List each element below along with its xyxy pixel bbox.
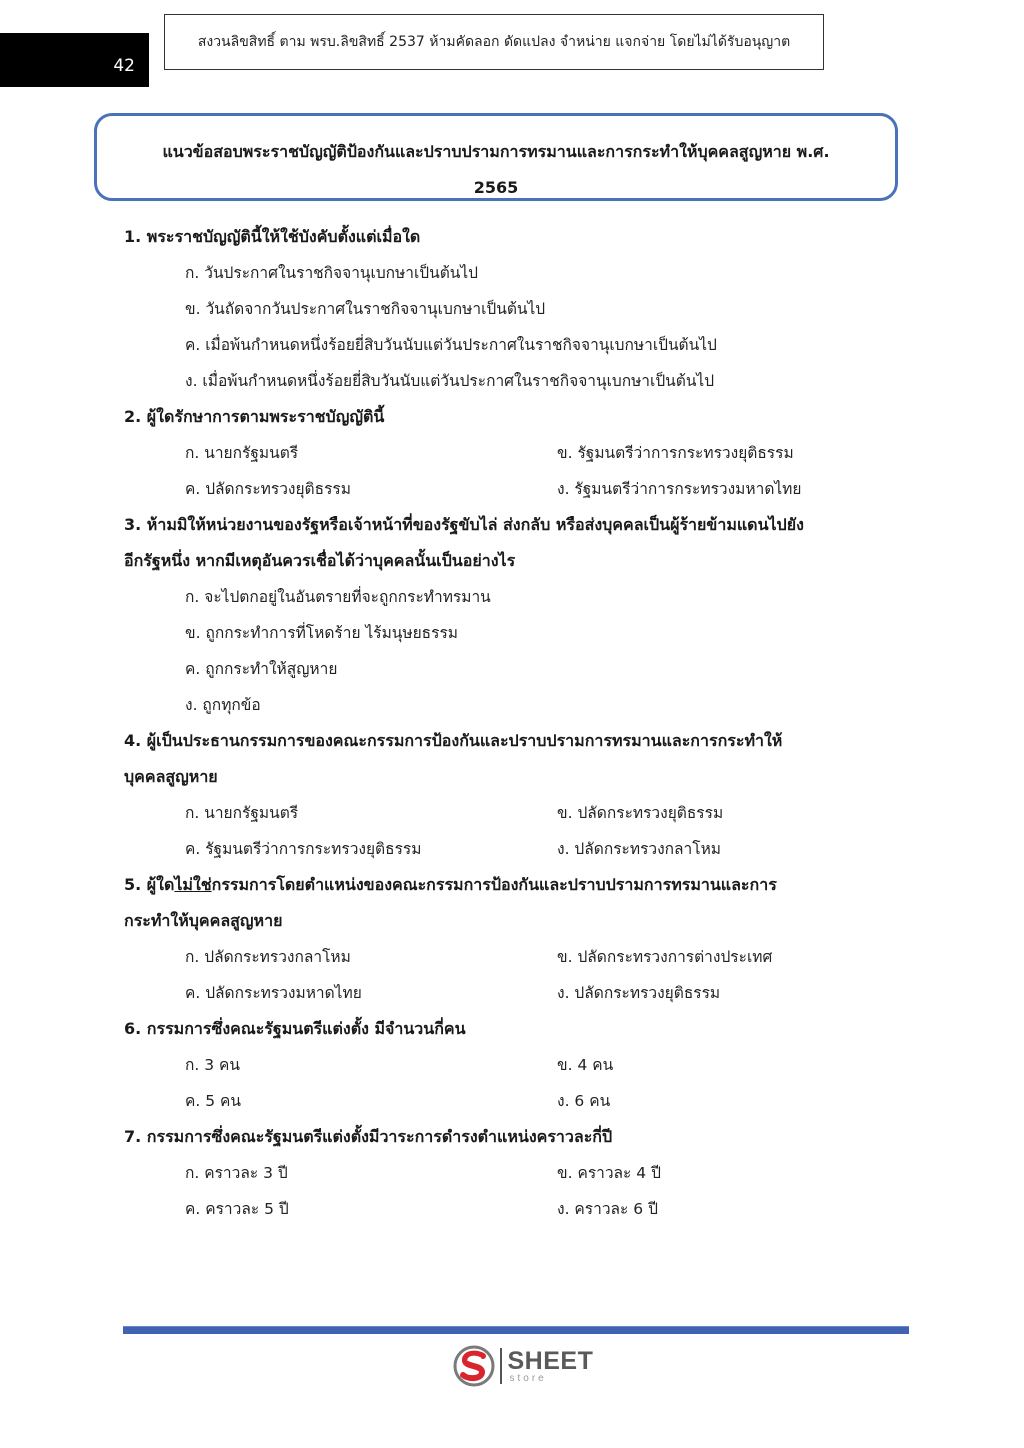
question-4-text-line1: 4. ผู้เป็นประธานกรรมการของคณะกรรมการป้องกันและปราบปรามการทรมานและการกระทำให้ <box>124 731 783 750</box>
question-1-text: 1. พระราชบัญญัตินี้ให้ใช้บังคับตั้งแต่เมื่อใด <box>124 227 421 246</box>
question-7 <box>124 1119 884 1155</box>
logo-wordmark <box>507 1346 594 1384</box>
question-2-option-c: ค. ปลัดกระทรวงยุติธรรม <box>185 480 351 498</box>
question-3-option-a: ก. จะไปตกอยู่ในอันตรายที่จะถูกกระทำทรมาน <box>185 588 491 606</box>
question-5-text-underlined: ไม่ใช่ <box>174 875 212 894</box>
question-3-option-d: ง. ถูกทุกข้อ <box>185 696 261 714</box>
question-5-option-d: ง. ปลัดกระทรวงยุติธรรม <box>557 984 721 1002</box>
question-4-option-a: ก. นายกรัฐมนตรี <box>185 804 299 822</box>
question-2-text: 2. ผู้ใดรักษาการตามพระราชบัญญัตินี้ <box>124 407 385 426</box>
question-4 <box>124 723 884 759</box>
question-3 <box>124 507 884 543</box>
question-6-option-d: ง. 6 คน <box>557 1092 611 1110</box>
question-7-text: 7. กรรมการซึ่งคณะรัฐมนตรีแต่งตั้งมีวาระการดำรงตำแหน่งคราวละกี่ปี <box>124 1127 613 1146</box>
question-3-text-line1: 3. ห้ามมิให้หน่วยงานของรัฐหรือเจ้าหน้าที่ของรัฐขับไล่ ส่งกลับ หรือส่งบุคคลเป็นผู้ร้ายข้ามแดนไปยัง <box>124 515 804 534</box>
question-6-option-c: ค. 5 คน <box>185 1092 241 1110</box>
question-7-option-a: ก. คราวละ 3 ปี <box>185 1164 288 1182</box>
question-6-text: 6. กรรมการซึ่งคณะรัฐมนตรีแต่งตั้ง มีจำนวนกี่คน <box>124 1019 466 1038</box>
question-1-option-b: ข. วันถัดจากวันประกาศในราชกิจจานุเบกษาเป็นต้นไป <box>185 300 546 318</box>
question-7-option-c: ค. คราวละ 5 ปี <box>185 1200 289 1218</box>
question-4-continued <box>124 759 884 795</box>
question-2-option-b: ข. รัฐมนตรีว่าการกระทรวงยุติธรรม <box>557 444 794 462</box>
page-number-text: 42 <box>113 56 135 76</box>
question-3-continued <box>124 543 884 579</box>
question-5-option-a: ก. ปลัดกระทรวงกลาโหม <box>185 948 351 966</box>
question-4-option-c: ค. รัฐมนตรีว่าการกระทรวงยุติธรรม <box>185 840 422 858</box>
question-5-text-post: กรรมการโดยตำแหน่งของคณะกรรมการป้องกันและปราบปรามการทรมานและการ <box>211 875 777 894</box>
question-1-option-d: ง. เมื่อพ้นกำหนดหนึ่งร้อยยี่สิบวันนับแต่วันประกาศในราชกิจจานุเบกษาเป็นต้นไป <box>185 372 715 390</box>
copyright-notice <box>164 14 824 70</box>
question-6-option-a: ก. 3 คน <box>185 1056 240 1074</box>
question-4-text-line2: บุคคลสูญหาย <box>124 767 218 786</box>
sheet-store-logo <box>452 1343 612 1389</box>
question-3-option-b: ข. ถูกกระทำการที่โหดร้าย ไร้มนุษยธรรม <box>185 624 459 642</box>
question-1-option-a: ก. วันประกาศในราชกิจจานุเบกษาเป็นต้นไป <box>185 264 478 282</box>
page-title-line2: 2565 <box>473 178 519 197</box>
logo-subtext: store <box>509 1372 547 1384</box>
sheet-store-s-icon <box>452 1344 496 1388</box>
footer-rule <box>123 1326 909 1334</box>
logo-text: SHEET <box>507 1346 594 1375</box>
question-5-text-pre: 5. ผู้ใด <box>124 875 175 894</box>
question-2 <box>124 399 884 435</box>
question-5-option-c: ค. ปลัดกระทรวงมหาดไทย <box>185 984 362 1002</box>
page-number <box>0 33 149 87</box>
question-4-option-d: ง. ปลัดกระทรวงกลาโหม <box>557 840 722 858</box>
question-2-option-d: ง. รัฐมนตรีว่าการกระทรวงมหาดไทย <box>557 480 802 498</box>
question-4-option-b: ข. ปลัดกระทรวงยุติธรรม <box>557 804 724 822</box>
question-7-option-b: ข. คราวละ 4 ปี <box>557 1164 661 1182</box>
question-3-text-line2: อีกรัฐหนึ่ง หากมีเหตุอันควรเชื่อได้ว่าบุคคลนั้นเป็นอย่างไร <box>124 551 516 570</box>
page-title-line1: แนวข้อสอบพระราชบัญญัติป้องกันและปราบปรามการทรมานและการกระทำให้บุคคลสูญหาย พ.ศ. <box>162 142 830 161</box>
copyright-text: สงวนลิขสิทธิ์ ตาม พรบ.ลิขสิทธิ์ 2537 ห้ามคัดลอก ดัดแปลง จำหน่าย แจกจ่าย โดยไม่ได้รับอนุญาต <box>197 34 791 50</box>
question-3-option-c: ค. ถูกกระทำให้สูญหาย <box>185 660 338 678</box>
question-1-option-c: ค. เมื่อพ้นกำหนดหนึ่งร้อยยี่สิบวันนับแต่วันประกาศในราชกิจจานุเบกษาเป็นต้นไป <box>185 336 717 354</box>
question-6-option-b: ข. 4 คน <box>557 1056 614 1074</box>
question-2-option-a: ก. นายกรัฐมนตรี <box>185 444 299 462</box>
question-6 <box>124 1011 884 1047</box>
question-5-continued <box>124 903 884 939</box>
question-1 <box>124 219 884 255</box>
question-5 <box>124 867 884 903</box>
logo-divider <box>500 1348 502 1384</box>
question-7-option-d: ง. คราวละ 6 ปี <box>557 1200 658 1218</box>
question-5-text-line2: กระทำให้บุคคลสูญหาย <box>124 911 283 930</box>
page-title <box>94 113 898 201</box>
question-5-option-b: ข. ปลัดกระทรวงการต่างประเทศ <box>557 948 773 966</box>
